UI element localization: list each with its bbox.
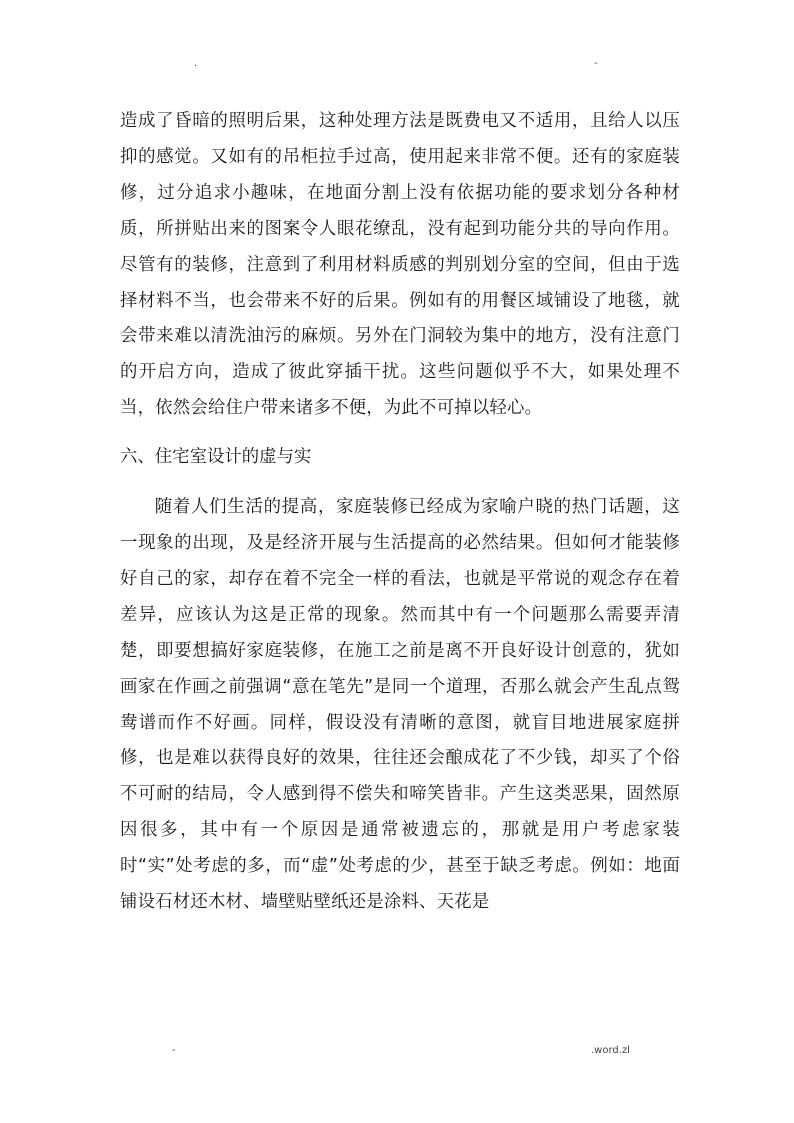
section-heading: 六、住宅室设计的虚与实 bbox=[120, 447, 312, 468]
paragraph-main: 随着人们生活的提高，家庭装修已经成为家喻户晓的热门话题，这一现象的出现，及是经济开展与生活提高的必然结果。但如何才能装修好自己的家，却存在着不完全一样的看法，也就是平常说的观念存在着差异，应该认为这是正常的现象。然而其中有一个问题那么需要弄清楚，即要想搞好家庭装修，在施工之前是离不开良好设计创意的，犹如画家在作画之前强调“意在笔先”是同一个道理，否那么就会产生乱点鸳鸯谱而作不好画。同样，假设没有清晰的意图，就盲目地进展家庭拼修，也是难以获得良好的效果，往往还会酿成花了不少钱，却买了个俗不可耐的结局，令人感到得不偿失和啼笑皆非。产生这类恶果，固然原因很多，其中有一个原因是通常被遗忘的，那就是用户考虑家装时“实”处考虑的多，而“虚”处考虑的少，甚至于缺乏考虑。例如：地面铺设石材还木材、墙壁贴壁纸还是涂料、天花是 bbox=[120, 497, 680, 913]
paragraph-continued: 造成了昏暗的照明后果，这种处理方法是既费电又不适用，且给人以压抑的感觉。又如有的吊柜拉手过高，使用起来非常不便。还有的家庭装修，过分追求小趣味，在地面分割上没有依据功能的要求划分各种材质，所拼贴出来的图案令人眼花缭乱，没有起到功能分共的导向作用。尽管有的装修，注意到了利用材料质感的判别划分室的空间，但由于选择材料不当，也会带来不好的后果。例如有的用餐区域铺设了地毯，就会带来难以清洗油污的麻烦。另外在门洞较为集中的地方，没有注意门的开启方向，造成了彼此穿插干扰。这些问题似乎不大，如果处理不当，依然会给住户带来诸多不便，为此不可掉以轻心。 bbox=[120, 111, 680, 419]
header-left-mark: . bbox=[194, 58, 198, 69]
footer-right-mark: .word.zl bbox=[591, 1045, 630, 1056]
footer-left-mark: - bbox=[172, 1045, 176, 1056]
document-body bbox=[120, 104, 680, 921]
header-right-mark: - bbox=[594, 58, 598, 69]
